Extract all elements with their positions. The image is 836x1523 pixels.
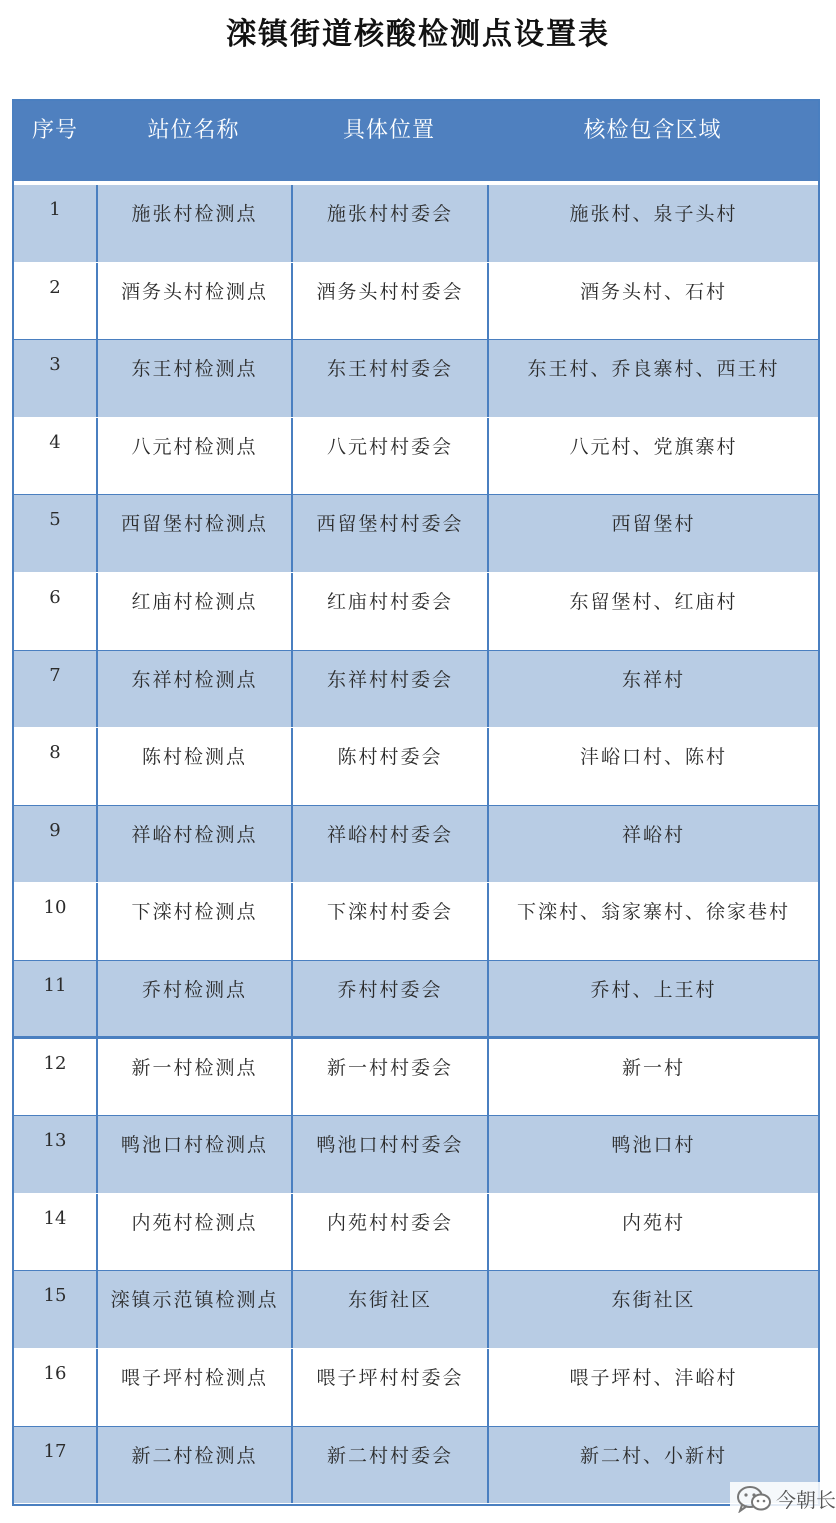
table-row <box>14 961 818 1039</box>
table-row <box>14 883 818 961</box>
site-location-cell: 喂子坪村村委会 <box>291 1349 487 1426</box>
coverage-area-cell: 乔村、上王村 <box>487 961 818 1036</box>
site-name-cell: 酒务头村检测点 <box>96 263 291 340</box>
table-header <box>14 101 818 185</box>
coverage-area-cell: 下滦村、翁家寨村、徐家巷村 <box>487 883 818 960</box>
row-index-cell: 10 <box>43 897 67 919</box>
coverage-area-cell: 东街社区 <box>487 1271 818 1348</box>
table-row <box>14 1116 818 1194</box>
coverage-area-cell: 东留堡村、红庙村 <box>487 573 818 650</box>
coverage-area-cell: 鸭池口村 <box>487 1116 818 1193</box>
table-row <box>14 806 818 884</box>
row-index-cell: 1 <box>49 199 61 220</box>
site-name-cell: 祥峪村检测点 <box>96 806 291 883</box>
source-watermark <box>730 1482 836 1515</box>
site-location-cell: 新一村村委会 <box>291 1039 487 1116</box>
row-index-cell: 6 <box>49 586 61 608</box>
coverage-area-cell: 沣峪口村、陈村 <box>487 728 818 805</box>
table-row <box>14 418 818 496</box>
coverage-area-cell: 内苑村 <box>487 1194 818 1271</box>
header-location: 具体位置 <box>342 118 435 143</box>
site-location-cell: 陈村村委会 <box>291 728 487 805</box>
site-location-cell: 东街社区 <box>291 1271 487 1348</box>
coverage-area-cell: 新二村、小新村 <box>487 1427 818 1504</box>
watermark-text: 今朝长 <box>776 1488 836 1512</box>
row-index-cell: 12 <box>43 1052 67 1074</box>
table-row <box>14 340 818 418</box>
header-index: 序号 <box>31 118 78 143</box>
row-index-cell: 7 <box>49 664 61 686</box>
row-index-cell: 11 <box>43 974 67 996</box>
header-site-name: 站位名称 <box>147 118 240 143</box>
coverage-area-cell: 新一村 <box>487 1039 818 1116</box>
site-name-cell: 陈村检测点 <box>96 728 291 805</box>
site-name-cell: 滦镇示范镇检测点 <box>96 1271 291 1348</box>
row-index-cell: 17 <box>43 1440 67 1462</box>
row-index-cell: 3 <box>49 354 61 376</box>
site-name-cell: 西留堡村检测点 <box>96 495 291 572</box>
site-location-cell: 内苑村村委会 <box>291 1194 487 1271</box>
table-row <box>14 263 818 341</box>
site-location-cell: 西留堡村村委会 <box>291 495 487 572</box>
site-location-cell: 乔村村委会 <box>291 961 487 1036</box>
coverage-area-cell: 酒务头村、石村 <box>487 263 818 340</box>
site-name-cell: 喂子坪村检测点 <box>96 1349 291 1426</box>
site-name-cell: 东祥村检测点 <box>96 651 291 728</box>
site-location-cell: 鸭池口村村委会 <box>291 1116 487 1193</box>
site-name-cell: 八元村检测点 <box>96 418 291 495</box>
coverage-area-cell: 施张村、泉子头村 <box>487 185 818 262</box>
row-index-cell: 4 <box>49 431 61 453</box>
row-index-cell: 15 <box>43 1285 67 1307</box>
row-index-cell: 14 <box>43 1207 67 1229</box>
coverage-area-cell: 西留堡村 <box>487 495 818 572</box>
table-row <box>14 573 818 651</box>
site-location-cell: 下滦村村委会 <box>291 883 487 960</box>
table-row <box>14 1349 818 1427</box>
page-title: 滦镇街道核酸检测点设置表 <box>226 17 610 52</box>
coverage-area-cell: 东王村、乔良寨村、西王村 <box>487 340 818 417</box>
site-name-cell: 内苑村检测点 <box>96 1194 291 1271</box>
site-location-cell: 东王村村委会 <box>291 340 487 417</box>
site-name-cell: 鸭池口村检测点 <box>96 1116 291 1193</box>
coverage-area-cell: 祥峪村 <box>487 806 818 883</box>
row-index-cell: 13 <box>43 1130 67 1152</box>
row-index-cell: 8 <box>49 742 61 764</box>
row-index-cell: 16 <box>43 1362 67 1384</box>
table-row <box>14 495 818 573</box>
testing-sites-table <box>12 99 820 1506</box>
table-body <box>14 185 818 1504</box>
site-name-cell: 新二村检测点 <box>96 1427 291 1504</box>
site-name-cell: 乔村检测点 <box>96 961 291 1036</box>
header-coverage-area: 核检包含区域 <box>583 118 722 143</box>
site-location-cell: 祥峪村村委会 <box>291 806 487 883</box>
site-location-cell: 新二村村委会 <box>291 1427 487 1504</box>
table-row <box>14 1427 818 1505</box>
table-row <box>14 1194 818 1272</box>
wechat-icon <box>736 1485 772 1513</box>
coverage-area-cell: 喂子坪村、沣峪村 <box>487 1349 818 1426</box>
site-location-cell: 红庙村村委会 <box>291 573 487 650</box>
site-name-cell: 下滦村检测点 <box>96 883 291 960</box>
site-name-cell: 红庙村检测点 <box>96 573 291 650</box>
site-location-cell: 八元村村委会 <box>291 418 487 495</box>
table-row <box>14 185 818 263</box>
row-index-cell: 9 <box>49 819 61 841</box>
table-row <box>14 651 818 729</box>
site-name-cell: 新一村检测点 <box>96 1039 291 1116</box>
coverage-area-cell: 东祥村 <box>487 651 818 728</box>
table-row <box>14 1039 818 1117</box>
site-name-cell: 东王村检测点 <box>96 340 291 417</box>
coverage-area-cell: 八元村、党旗寨村 <box>487 418 818 495</box>
site-location-cell: 酒务头村村委会 <box>291 263 487 340</box>
site-name-cell: 施张村检测点 <box>96 185 291 262</box>
table-row <box>14 728 818 806</box>
row-index-cell: 5 <box>49 509 61 531</box>
row-index-cell: 2 <box>49 276 61 298</box>
site-location-cell: 施张村村委会 <box>291 185 487 262</box>
table-row <box>14 1271 818 1349</box>
site-location-cell: 东祥村村委会 <box>291 651 487 728</box>
